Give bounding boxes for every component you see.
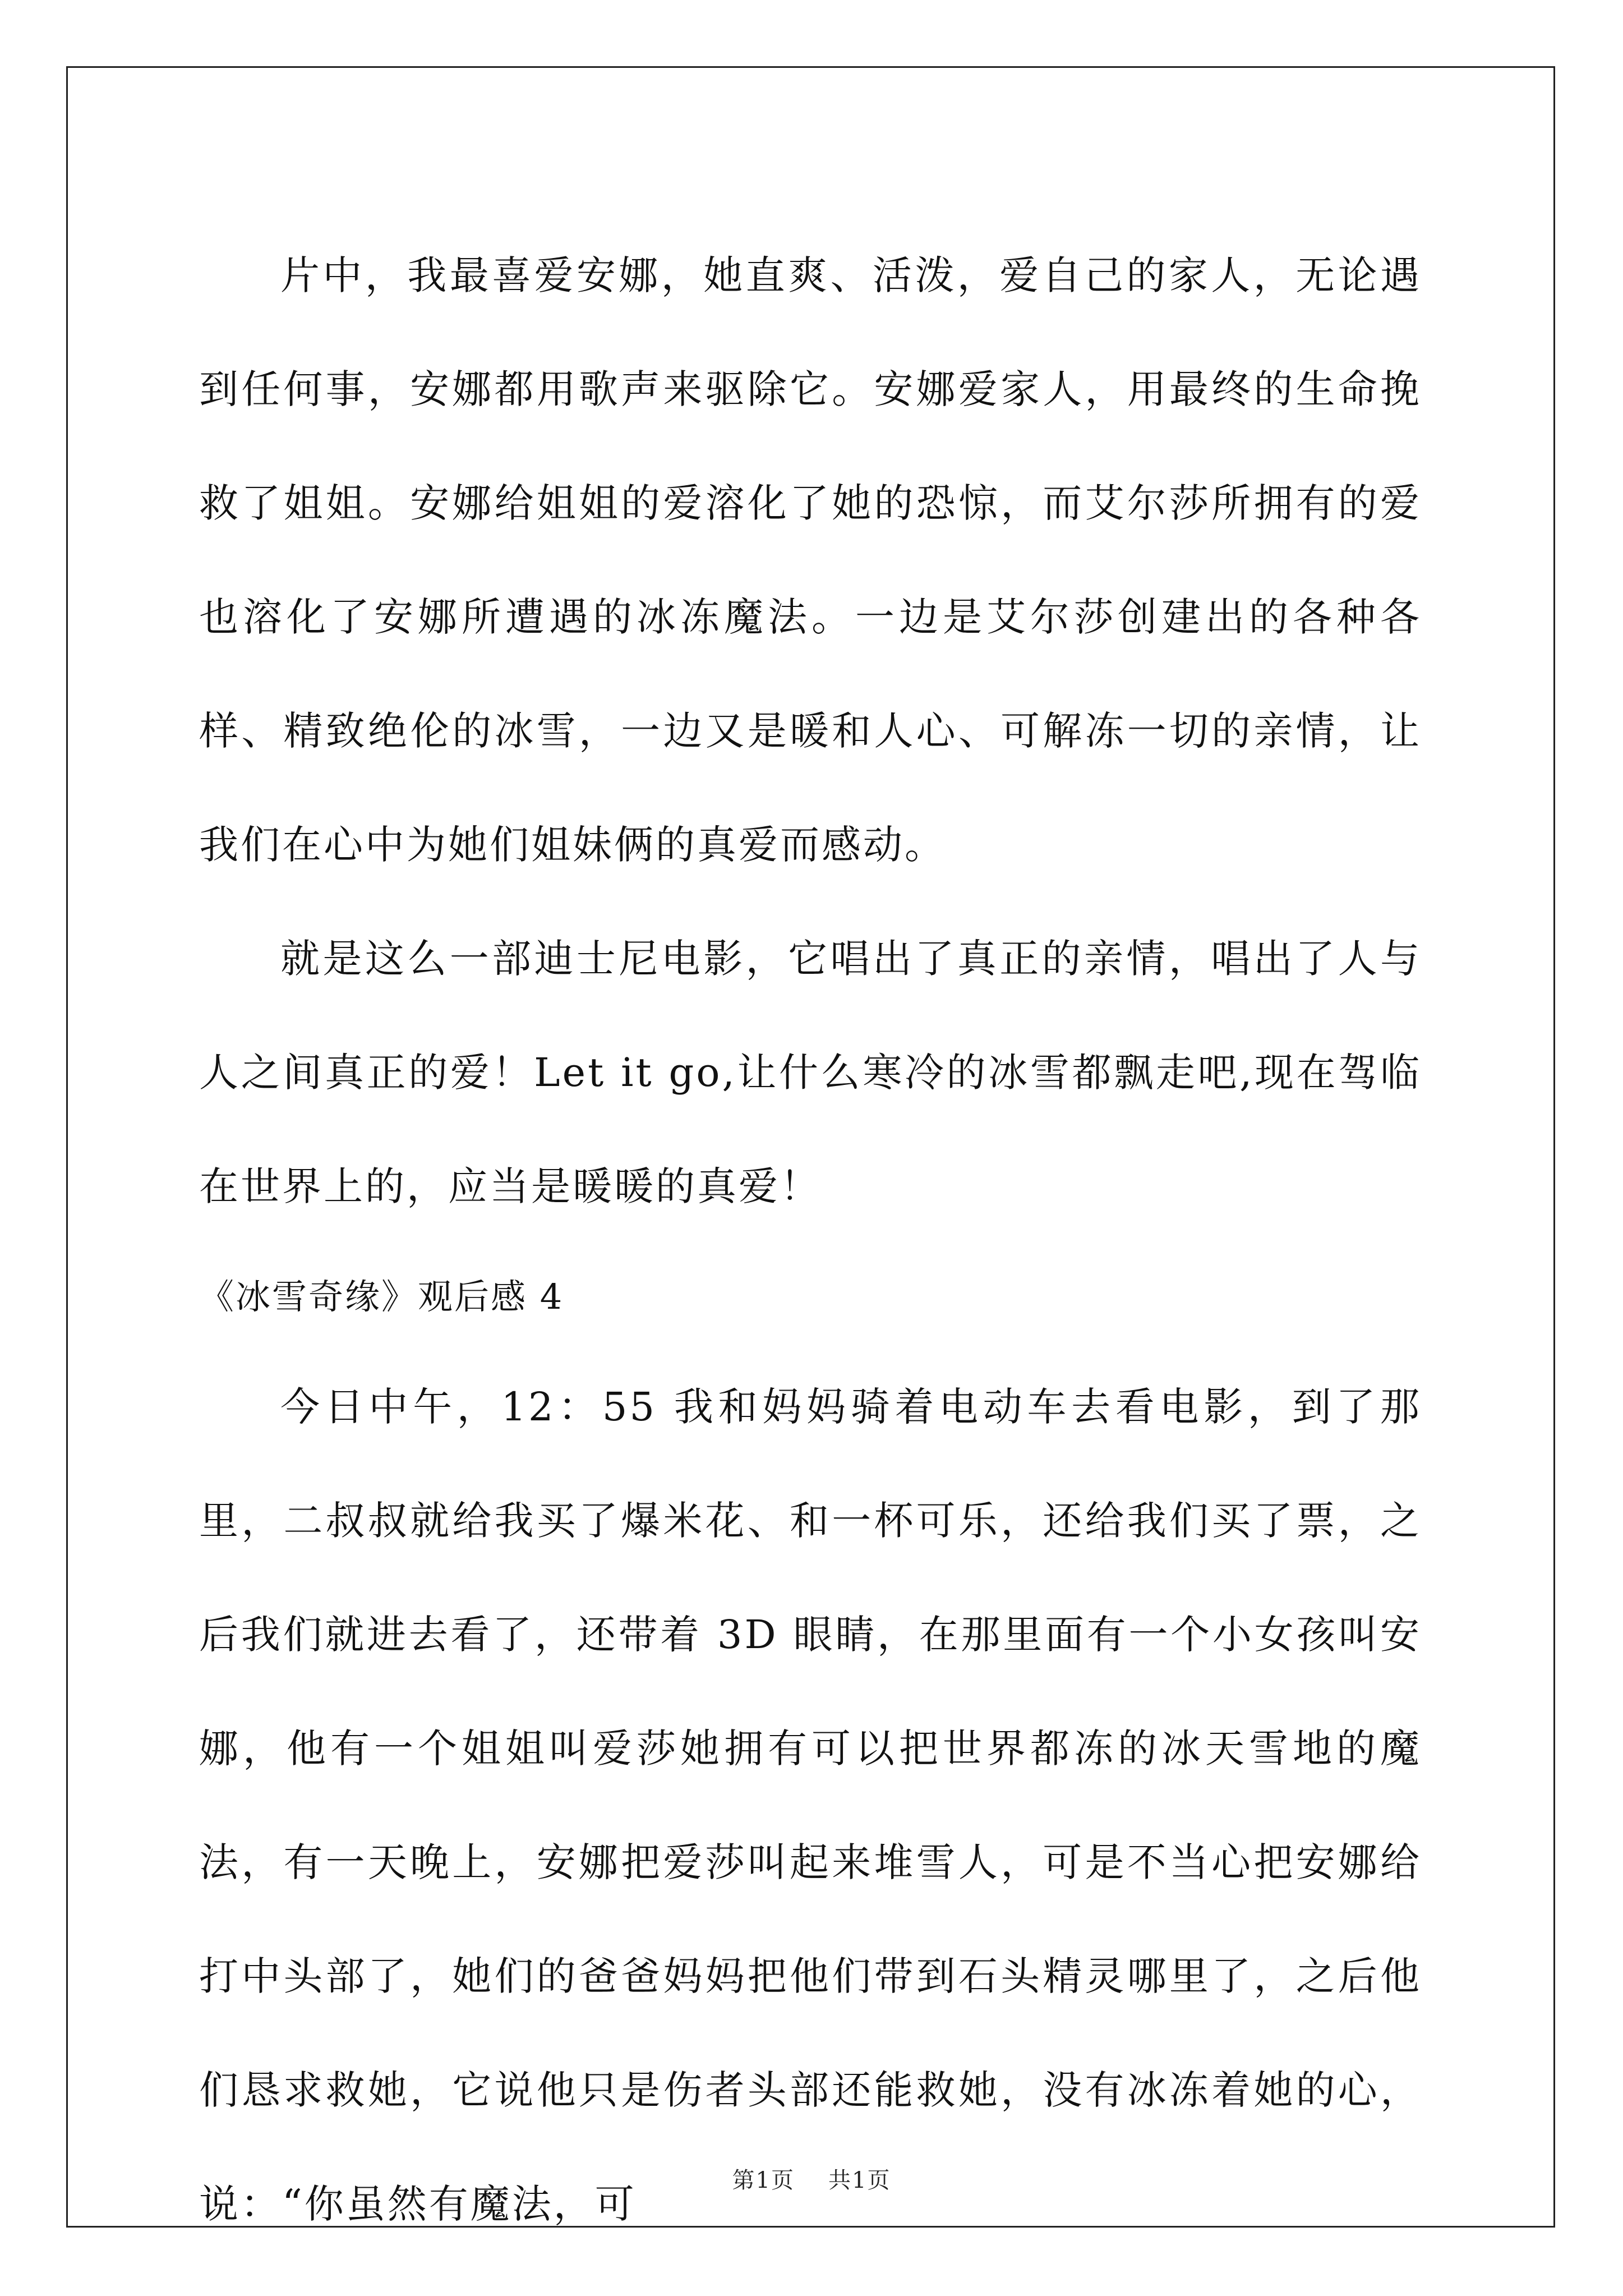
paragraph: 片中，我最喜爱安娜，她直爽、活泼，爱自己的家人，无论遇到任何事，安娜都用歌声来驱除它。安娜爱家人，用最终的生命挽救了姐姐。安娜给姐姐的爱溶化了她的恐惊，而艾尔莎所拥有的爱也溶化了安娜所遭遇的冰冻魔法。一边是艾尔莎创建出的各种各样、精致绝伦的冰雪，一边又是暖和人心、可解冻一切的亲情，让我们在心中为她们姐妹俩的真爱而感动。 bbox=[199, 252, 1422, 868]
paragraph: 今日中午，12：55 我和妈妈骑着电动车去看电影，到了那里，二叔叔就给我买了爆米花、和一杯可乐，还给我们买了票，之后我们就进去看了，还带着 3D 眼睛，在那里面有一个小女孩叫安娜，他有一个姐姐叫爱莎她拥有可以把世界都冻的冰天雪地的魔法，有一天晚上，安娜把爱莎叫起来堆雪人，可是不当心把安娜给打中头部了，她们的爸爸妈妈把他们带到石头精灵哪里了，之后他们恳求救她，它说他只是伤者头部还能救她，没有冰冻着她的心，说：“你虽然有魔法，可 bbox=[199, 1384, 1422, 2227]
page-number: 第1页 bbox=[732, 2168, 795, 2193]
section-heading: 《冰雪奇缘》观后感 4 bbox=[199, 1276, 564, 1317]
page-total: 共1页 bbox=[828, 2168, 891, 2193]
page-footer bbox=[0, 2162, 1623, 2194]
paragraph: 就是这么一部迪士尼电影，它唱出了真正的亲情，唱出了人与人之间真正的爱！Let it go,让什么寒冷的冰雪都飘走吧,现在驾临 在世界上的，应当是暖暖的真爱！ bbox=[199, 936, 1437, 1209]
document-body bbox=[199, 219, 1437, 2261]
